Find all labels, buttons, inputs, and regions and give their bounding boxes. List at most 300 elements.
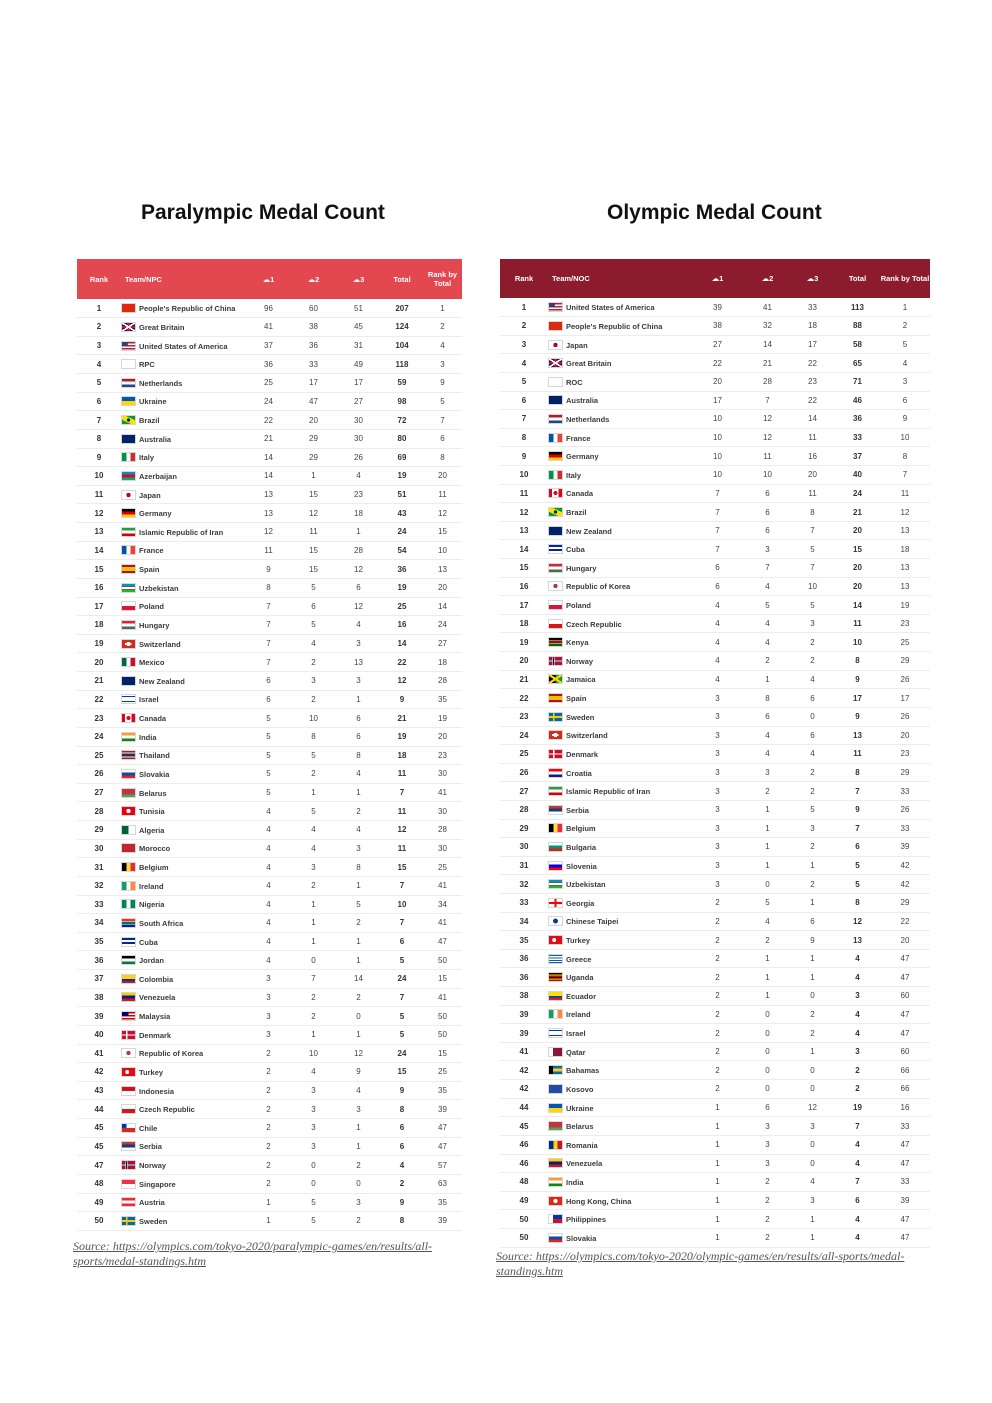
- table-row[interactable]: [77, 374, 462, 393]
- rank-by-total: 7: [880, 465, 930, 484]
- bronze-count: 12: [336, 1044, 381, 1063]
- table-row[interactable]: [77, 746, 462, 765]
- table-row[interactable]: [500, 633, 930, 652]
- team-name[interactable]: Indonesia: [139, 1086, 175, 1096]
- team-name[interactable]: Cuba: [566, 545, 585, 555]
- silver-count: 4: [745, 614, 790, 633]
- table-row[interactable]: [500, 1191, 930, 1210]
- team-name[interactable]: Jordan: [139, 956, 165, 966]
- rank-by-total: 13: [880, 577, 930, 596]
- team-name[interactable]: Italy: [566, 470, 582, 480]
- team-name[interactable]: Uzbekistan: [139, 583, 179, 593]
- silver-header[interactable]: ☁2: [307, 274, 320, 284]
- team-name[interactable]: United States of America: [139, 341, 228, 351]
- table-row[interactable]: [500, 577, 930, 596]
- table-row[interactable]: [500, 800, 930, 819]
- rank-cell: 14: [77, 541, 121, 560]
- team-name[interactable]: Romania: [566, 1140, 598, 1150]
- team-name[interactable]: Mexico: [139, 658, 165, 668]
- table-row[interactable]: [77, 336, 462, 355]
- gold-count: 2: [246, 1100, 291, 1119]
- table-row[interactable]: [77, 1193, 462, 1212]
- team-name[interactable]: Singapore: [139, 1179, 176, 1189]
- total-count: 6: [835, 1191, 880, 1210]
- team-name[interactable]: Switzerland: [139, 639, 181, 649]
- spain-flag-icon: [121, 564, 136, 574]
- table-row[interactable]: [500, 559, 930, 578]
- table-row[interactable]: [500, 987, 930, 1006]
- gold-count: 36: [246, 355, 291, 374]
- team-name[interactable]: Netherlands: [566, 414, 610, 424]
- table-row[interactable]: [500, 838, 930, 857]
- table-row[interactable]: [77, 411, 462, 430]
- team-name[interactable]: Canada: [139, 714, 167, 724]
- table-row[interactable]: [77, 988, 462, 1007]
- bronze-count: 5: [790, 540, 835, 559]
- silver-count: 4: [291, 839, 336, 858]
- gold-count: 3: [690, 763, 745, 782]
- team-name[interactable]: France: [139, 546, 164, 556]
- team-name[interactable]: People's Republic of China: [139, 304, 236, 314]
- team-name[interactable]: Poland: [566, 601, 592, 611]
- team-name[interactable]: Ukraine: [566, 1103, 594, 1113]
- team-name[interactable]: Ukraine: [139, 397, 167, 407]
- team-name[interactable]: Belarus: [566, 1122, 594, 1132]
- silver-count: 8: [745, 689, 790, 708]
- team-name[interactable]: Sweden: [139, 1216, 168, 1226]
- team-name[interactable]: Czech Republic: [139, 1105, 195, 1115]
- team-name[interactable]: Japan: [566, 340, 588, 350]
- bronze-count: 30: [336, 429, 381, 448]
- rank-by-total: 18: [880, 540, 930, 559]
- team-name[interactable]: Ireland: [566, 1010, 591, 1020]
- table-row[interactable]: [77, 951, 462, 970]
- silver-count: 2: [291, 765, 336, 784]
- bronze-count: 3: [336, 839, 381, 858]
- team-name[interactable]: Great Britain: [139, 322, 185, 332]
- silver-count: 17: [291, 374, 336, 393]
- rank-by-total: 39: [423, 1212, 462, 1231]
- team-name[interactable]: Germany: [139, 509, 172, 519]
- table-row[interactable]: [77, 578, 462, 597]
- team-name[interactable]: Islamic Republic of Iran: [139, 527, 224, 537]
- table-row[interactable]: [500, 540, 930, 559]
- table-row[interactable]: [77, 1137, 462, 1156]
- team-name[interactable]: Morocco: [139, 844, 171, 854]
- team-name[interactable]: Republic of Korea: [566, 582, 631, 592]
- table-row[interactable]: [500, 1098, 930, 1117]
- team-name[interactable]: Belarus: [139, 788, 167, 798]
- team-cell: [548, 875, 690, 894]
- table-row[interactable]: [77, 560, 462, 579]
- silver-count: 2: [745, 1191, 790, 1210]
- table-row[interactable]: [77, 1212, 462, 1231]
- table-row[interactable]: [77, 802, 462, 821]
- team-name[interactable]: Australia: [139, 434, 172, 444]
- rank-cell: 38: [500, 987, 548, 1006]
- table-row[interactable]: [500, 875, 930, 894]
- table-row[interactable]: [500, 335, 930, 354]
- table-row[interactable]: [77, 653, 462, 672]
- team-name[interactable]: Venezuela: [566, 1159, 603, 1169]
- table-row[interactable]: [500, 1210, 930, 1229]
- team-name[interactable]: Tunisia: [139, 807, 165, 817]
- team-cell: [548, 298, 690, 317]
- team-name[interactable]: Serbia: [566, 805, 589, 815]
- bronze-count: 2: [790, 1024, 835, 1043]
- table-row[interactable]: [500, 1135, 930, 1154]
- team-name[interactable]: Spain: [566, 694, 587, 704]
- gold-count: 2: [246, 1081, 291, 1100]
- team-header[interactable]: Team/NPC: [125, 274, 162, 284]
- team-name[interactable]: Ecuador: [566, 991, 597, 1001]
- table-row[interactable]: [500, 447, 930, 466]
- team-name[interactable]: Kenya: [566, 638, 589, 648]
- table-row[interactable]: [77, 1174, 462, 1193]
- team-name[interactable]: Israel: [139, 695, 159, 705]
- team-name[interactable]: Austria: [139, 1198, 165, 1208]
- rank-by-total: 39: [423, 1100, 462, 1119]
- table-row[interactable]: [500, 484, 930, 503]
- table-row[interactable]: [500, 819, 930, 838]
- bronze-header[interactable]: ☁3: [806, 274, 819, 283]
- team-name[interactable]: Jamaica: [566, 675, 596, 685]
- team-name[interactable]: Chile: [139, 1123, 158, 1133]
- team-cell: [121, 951, 246, 970]
- denmark-flag-icon: [121, 1030, 136, 1040]
- table-row[interactable]: [500, 1228, 930, 1247]
- paralympic-source-link[interactable]: [73, 1239, 432, 1269]
- team-cell: [548, 968, 690, 987]
- table-row[interactable]: [77, 932, 462, 951]
- table-row[interactable]: [500, 391, 930, 410]
- rank-cell: 9: [77, 448, 121, 467]
- table-row[interactable]: [77, 765, 462, 784]
- bronze-count: 1: [336, 1119, 381, 1138]
- team-name[interactable]: Colombia: [139, 974, 174, 984]
- table-row[interactable]: [500, 465, 930, 484]
- silver-count: 2: [745, 1228, 790, 1247]
- table-row[interactable]: [77, 783, 462, 802]
- table-row[interactable]: [77, 672, 462, 691]
- silver-count: 12: [291, 504, 336, 523]
- table-row[interactable]: [500, 689, 930, 708]
- silver-header[interactable]: ☁2: [761, 274, 774, 283]
- table-row[interactable]: [77, 1156, 462, 1175]
- table-row[interactable]: [500, 503, 930, 522]
- table-row[interactable]: [500, 670, 930, 689]
- team-name[interactable]: Slovakia: [139, 769, 170, 779]
- table-row[interactable]: [500, 1080, 930, 1099]
- table-row[interactable]: [500, 1154, 930, 1173]
- team-name[interactable]: Brazil: [566, 508, 587, 517]
- iran-flag-icon: [121, 527, 136, 537]
- total-header[interactable]: Total: [393, 274, 411, 284]
- gold-count: 2: [246, 1174, 291, 1193]
- team-name[interactable]: India: [566, 1177, 584, 1187]
- team-name[interactable]: RPC: [139, 360, 155, 370]
- silver-count: 1: [291, 932, 336, 951]
- table-row[interactable]: [77, 1119, 462, 1138]
- rank-cell: 16: [500, 577, 548, 596]
- team-name[interactable]: Netherlands: [139, 378, 183, 388]
- table-row[interactable]: [500, 782, 930, 801]
- bronze-count: 2: [790, 763, 835, 782]
- team-name[interactable]: Great Britain: [566, 359, 612, 369]
- team-cell: [548, 912, 690, 931]
- table-row[interactable]: [500, 763, 930, 782]
- team-name[interactable]: Poland: [139, 602, 165, 612]
- table-row[interactable]: [500, 949, 930, 968]
- total-header[interactable]: Total: [848, 274, 867, 283]
- table-row[interactable]: [500, 521, 930, 540]
- gold-count: 1: [690, 1117, 745, 1136]
- table-row[interactable]: [77, 634, 462, 653]
- silver-count: 38: [291, 318, 336, 337]
- table-row[interactable]: [77, 1007, 462, 1026]
- team-name[interactable]: Norway: [566, 656, 594, 666]
- table-row[interactable]: [77, 858, 462, 877]
- table-row[interactable]: [77, 914, 462, 933]
- table-row[interactable]: [500, 410, 930, 429]
- team-name[interactable]: Hong Kong, China: [566, 1196, 632, 1206]
- team-name[interactable]: New Zealand: [566, 526, 612, 536]
- table-row[interactable]: [77, 485, 462, 504]
- team-name[interactable]: Malaysia: [139, 1012, 171, 1022]
- table-row[interactable]: [500, 1117, 930, 1136]
- team-name[interactable]: Islamic Republic of Iran: [566, 787, 651, 797]
- team-name[interactable]: Cuba: [139, 937, 158, 947]
- team-name[interactable]: People's Republic of China: [566, 321, 663, 331]
- silver-count: 1: [291, 467, 336, 486]
- table-row[interactable]: [500, 1024, 930, 1043]
- team-name[interactable]: Belgium: [566, 824, 596, 834]
- team-name[interactable]: ROC: [566, 377, 583, 387]
- team-name[interactable]: Philippines: [566, 1215, 607, 1225]
- table-row[interactable]: [500, 1173, 930, 1192]
- gold-count: 1: [690, 1098, 745, 1117]
- table-row[interactable]: [500, 745, 930, 764]
- team-name[interactable]: Belgium: [139, 863, 169, 873]
- table-row[interactable]: [77, 597, 462, 616]
- team-name[interactable]: France: [566, 433, 591, 443]
- table-row[interactable]: [77, 318, 462, 337]
- team-name[interactable]: Germany: [566, 452, 599, 462]
- silver-count: 14: [745, 335, 790, 354]
- table-row[interactable]: [77, 355, 462, 374]
- table-row[interactable]: [500, 614, 930, 633]
- rank-header[interactable]: Rank: [514, 274, 534, 283]
- table-row[interactable]: [77, 429, 462, 448]
- team-name[interactable]: Israel: [566, 1029, 586, 1039]
- rank-by-total-header[interactable]: Rank by Total: [427, 270, 458, 288]
- gold-count: 4: [246, 802, 291, 821]
- rank-header[interactable]: Rank: [89, 274, 109, 284]
- rank-by-total: 23: [880, 745, 930, 764]
- team-name[interactable]: New Zealand: [139, 676, 185, 686]
- team-name[interactable]: Bulgaria: [566, 842, 597, 852]
- gold-header[interactable]: ☁1: [711, 274, 724, 283]
- rank-by-total: 47: [880, 1210, 930, 1229]
- team-name[interactable]: Spain: [139, 565, 160, 575]
- rank-by-total: 47: [423, 932, 462, 951]
- canada-flag-icon: [121, 713, 136, 723]
- team-name[interactable]: Azerbaijan: [139, 471, 177, 481]
- rank-by-total: 2: [880, 317, 930, 336]
- team-name[interactable]: Italy: [139, 453, 155, 463]
- silver-count: 5: [745, 894, 790, 913]
- rank-by-total: 1: [423, 299, 462, 318]
- table-row[interactable]: [500, 354, 930, 373]
- team-name[interactable]: Thailand: [139, 751, 170, 761]
- team-name[interactable]: Switzerland: [566, 731, 608, 741]
- rank-by-total: 35: [423, 690, 462, 709]
- rank-cell: 21: [500, 670, 548, 689]
- team-name[interactable]: Hungary: [139, 620, 170, 630]
- team-name[interactable]: Croatia: [566, 768, 592, 778]
- bronze-count: 1: [336, 951, 381, 970]
- table-row[interactable]: [77, 616, 462, 635]
- table-row[interactable]: [77, 895, 462, 914]
- team-name[interactable]: Uganda: [566, 973, 594, 983]
- team-name[interactable]: Canada: [566, 489, 594, 499]
- team-name[interactable]: Greece: [566, 954, 592, 964]
- table-row[interactable]: [500, 931, 930, 950]
- team-name[interactable]: Qatar: [566, 1047, 586, 1057]
- gold-count: 2: [690, 931, 745, 950]
- table-row[interactable]: [500, 652, 930, 671]
- table-row[interactable]: [77, 1044, 462, 1063]
- ukraine-flag-icon: [548, 1103, 563, 1113]
- team-cell: [548, 465, 690, 484]
- total-count: 2: [381, 1174, 423, 1193]
- table-row[interactable]: [500, 912, 930, 931]
- table-row[interactable]: [500, 726, 930, 745]
- team-name[interactable]: Ireland: [139, 881, 164, 891]
- bronze-count: 22: [790, 354, 835, 373]
- table-row[interactable]: [77, 504, 462, 523]
- team-name[interactable]: Denmark: [566, 749, 599, 759]
- team-name[interactable]: India: [139, 732, 157, 742]
- table-row[interactable]: [77, 690, 462, 709]
- qatar-flag-icon: [548, 1047, 563, 1057]
- silver-count: 1: [745, 949, 790, 968]
- team-name[interactable]: South Africa: [139, 918, 184, 928]
- table-row[interactable]: [500, 298, 930, 317]
- table-row[interactable]: [500, 856, 930, 875]
- table-row[interactable]: [500, 428, 930, 447]
- table-row[interactable]: [77, 1025, 462, 1044]
- team-name[interactable]: Australia: [566, 396, 599, 406]
- team-name[interactable]: Turkey: [139, 1067, 164, 1077]
- silver-count: 47: [291, 392, 336, 411]
- team-cell: [548, 559, 690, 578]
- gold-header[interactable]: ☁1: [262, 274, 275, 284]
- team-name[interactable]: Denmark: [139, 1030, 172, 1040]
- team-name[interactable]: Hungary: [566, 563, 597, 573]
- table-row[interactable]: [500, 707, 930, 726]
- team-name[interactable]: Republic of Korea: [139, 1049, 204, 1059]
- table-row[interactable]: [500, 894, 930, 913]
- table-row[interactable]: [77, 709, 462, 728]
- table-row[interactable]: [77, 727, 462, 746]
- brazil-flag-icon: [121, 415, 136, 425]
- team-name[interactable]: Czech Republic: [566, 619, 622, 629]
- table-row[interactable]: [77, 299, 462, 318]
- team-name[interactable]: Norway: [139, 1161, 167, 1171]
- rank-cell: 1: [500, 298, 548, 317]
- paralympic-title: Paralympic Medal Count: [141, 201, 385, 224]
- total-count: 43: [381, 504, 423, 523]
- table-row[interactable]: [500, 968, 930, 987]
- rank-by-total: 3: [423, 355, 462, 374]
- bronze-header[interactable]: ☁3: [352, 274, 365, 284]
- ireland-flag-icon: [121, 881, 136, 891]
- table-row[interactable]: [500, 1042, 930, 1061]
- team-name[interactable]: Georgia: [566, 898, 595, 908]
- gold-count: 3: [690, 875, 745, 894]
- team-name[interactable]: Japan: [139, 490, 161, 500]
- team-name[interactable]: Slovenia: [566, 861, 597, 871]
- team-name[interactable]: Sweden: [566, 712, 595, 722]
- table-row[interactable]: [77, 448, 462, 467]
- table-row[interactable]: [500, 1005, 930, 1024]
- team-cell: [121, 392, 246, 411]
- table-row[interactable]: [77, 467, 462, 486]
- team-name[interactable]: Bahamas: [566, 1066, 600, 1076]
- table-row[interactable]: [77, 1100, 462, 1119]
- table-row[interactable]: [500, 317, 930, 336]
- team-name[interactable]: Chinese Taipei: [566, 917, 619, 927]
- team-name[interactable]: Algeria: [139, 825, 165, 835]
- team-name[interactable]: Venezuela: [139, 993, 176, 1003]
- table-row[interactable]: [500, 596, 930, 615]
- team-name[interactable]: Slovakia: [566, 1233, 597, 1243]
- table-row[interactable]: [77, 1063, 462, 1082]
- team-name[interactable]: Kosovo: [566, 1084, 594, 1094]
- table-row[interactable]: [77, 839, 462, 858]
- table-row[interactable]: [77, 392, 462, 411]
- rank-cell: 41: [500, 1042, 548, 1061]
- team-name[interactable]: Nigeria: [139, 900, 165, 910]
- rank-cell: 8: [500, 428, 548, 447]
- team-header[interactable]: Team/NOC: [552, 274, 590, 283]
- gold-count: 1: [690, 1154, 745, 1173]
- silver-count: 21: [745, 354, 790, 373]
- team-name[interactable]: United States of America: [566, 303, 655, 313]
- bronze-count: 1: [336, 1025, 381, 1044]
- table-row[interactable]: [77, 1081, 462, 1100]
- silver-count: 3: [291, 1119, 336, 1138]
- rank-by-total-header[interactable]: Rank by Total: [880, 274, 930, 283]
- team-name[interactable]: Serbia: [139, 1142, 162, 1152]
- table-row[interactable]: [77, 821, 462, 840]
- table-row[interactable]: [500, 372, 930, 391]
- rank-cell: 39: [500, 1024, 548, 1043]
- table-row[interactable]: [500, 1061, 930, 1080]
- table-row[interactable]: [77, 523, 462, 542]
- team-name[interactable]: Uzbekistan: [566, 880, 606, 890]
- table-row[interactable]: [77, 876, 462, 895]
- team-name[interactable]: Brazil: [139, 416, 160, 426]
- table-row[interactable]: [77, 541, 462, 560]
- total-count: 19: [835, 1098, 880, 1117]
- olympic-source-link[interactable]: [496, 1249, 904, 1279]
- bronze-count: 2: [790, 633, 835, 652]
- team-name[interactable]: Turkey: [566, 936, 591, 946]
- rank-by-total: 60: [880, 1042, 930, 1061]
- table-row[interactable]: [77, 970, 462, 989]
